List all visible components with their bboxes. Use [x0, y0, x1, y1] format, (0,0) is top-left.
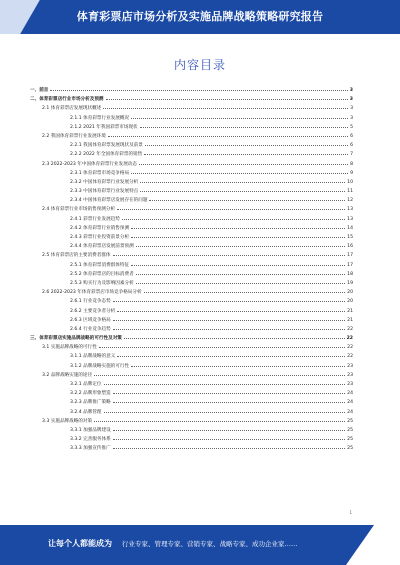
toc-entry-page: 5	[350, 124, 353, 130]
toc-entry-page: 3	[349, 88, 353, 93]
toc-entry-text: 2.6.4 行业竞争趋势	[70, 326, 111, 332]
toc-entry[interactable]	[30, 141, 353, 150]
toc-entry[interactable]	[30, 408, 353, 417]
toc-entry[interactable]	[30, 104, 353, 113]
page-number: 1	[349, 510, 352, 515]
toc-entry-text: 2.3.3 中国体育彩票行业发展特点	[70, 189, 139, 195]
toc-entry-text: 2.6.2 主要竞争者分析	[70, 308, 116, 314]
footer-slogan: 让每个人都能成为	[48, 539, 112, 548]
toc-entry-text: 3.2.2 品牌形象塑造	[70, 391, 111, 397]
toc-entry-text: 2.5 体育彩票店的主要消费者群体	[42, 253, 111, 259]
toc-leader-dots	[94, 375, 345, 376]
toc-entry-page: 22	[347, 354, 353, 360]
toc-entry-page: 25	[347, 437, 353, 443]
toc-leader-dots	[99, 347, 345, 348]
toc-leader-dots	[136, 246, 345, 247]
toc-entry-text: 2.3.1 体育彩票市场竞争格局	[70, 170, 130, 176]
footer-tagline: 行业专家、管理专家、营销专家、战略专家、成功企业家……	[122, 540, 298, 548]
toc-leader-dots	[139, 164, 348, 165]
toc-entry[interactable]	[30, 132, 353, 141]
toc-entry[interactable]	[30, 169, 353, 178]
toc-entry[interactable]	[30, 444, 353, 453]
toc-entry-text: 2.6 2022-2023 年体育彩票店市场竞争格局分析	[42, 290, 142, 296]
toc-entry-text: 2.4.4 体育彩票店发展前景预测	[70, 244, 134, 250]
toc-entry-text: 2.3.2 中国体育彩票行业发展分析	[70, 179, 139, 185]
toc-entry-page: 14	[347, 225, 353, 231]
toc-leader-dots	[131, 265, 345, 266]
toc-entry-page: 15	[347, 235, 353, 240]
toc-entry-page: 7	[350, 152, 353, 158]
toc-entry-page: 10	[347, 179, 353, 185]
toc-entry[interactable]	[30, 251, 353, 260]
toc-leader-dots	[104, 412, 346, 413]
toc-entry[interactable]	[30, 123, 353, 132]
toc-entry-page: 9	[350, 170, 353, 176]
toc-entry-text: 2.3 2022-2023 年中国体育彩票行业发展动态	[42, 161, 137, 167]
toc-entry-text: 2.2 我国体育彩票行业发展环境	[42, 133, 106, 139]
toc-entry-page: 23	[347, 372, 353, 378]
toc-entry[interactable]	[30, 196, 353, 205]
toc-entry[interactable]	[30, 362, 353, 371]
toc-leader-dots	[113, 255, 346, 256]
toc-leader-dots	[140, 182, 345, 183]
toc-entry[interactable]	[30, 86, 353, 95]
toc-entry[interactable]	[30, 178, 353, 187]
toc-entry[interactable]	[30, 417, 353, 426]
toc-entry[interactable]	[30, 426, 353, 435]
toc-leader-dots	[113, 393, 345, 394]
toc-entry-text: 3.2.1 品牌定位	[70, 382, 102, 387]
toc-leader-dots	[103, 108, 348, 109]
toc-leader-dots	[113, 430, 345, 431]
toc-leader-dots	[136, 283, 345, 284]
toc-leader-dots	[145, 145, 348, 146]
toc-leader-dots	[136, 274, 345, 275]
toc-entry[interactable]	[30, 389, 353, 398]
toc-leader-dots	[140, 127, 348, 128]
toc-entry-text: 三、体育彩票店实施品牌战略的可行性及对策	[30, 336, 122, 342]
toc-leader-dots	[144, 154, 348, 155]
toc-entry-text: 3.1 实施品牌战略的可行性	[42, 345, 97, 351]
toc-entry[interactable]	[30, 352, 353, 361]
toc-entry-page: 3	[350, 106, 353, 112]
toc-entry-text: 2.3.4 中国体育彩票店发展存在的问题	[70, 198, 148, 204]
toc-entry-page: 6	[350, 143, 353, 149]
toc-entry-text: 一、前言	[30, 88, 49, 93]
header-banner	[0, 0, 400, 34]
toc-entry-text: 2.6.1 行业竞争态势	[70, 299, 111, 305]
toc-leader-dots	[113, 448, 345, 449]
footer-banner	[0, 525, 400, 565]
toc-entry[interactable]	[30, 187, 353, 196]
table-of-contents	[30, 86, 353, 454]
toc-leader-dots	[122, 219, 345, 220]
footer-accent-slant	[339, 525, 400, 565]
toc-leader-dots	[117, 311, 345, 312]
toc-entry[interactable]	[30, 261, 353, 270]
toc-entry[interactable]	[30, 316, 353, 325]
toc-entry-text: 3.3.1 加强品牌建设	[70, 427, 111, 433]
toc-entry[interactable]	[30, 307, 353, 316]
toc-leader-dots	[117, 209, 345, 210]
toc-entry[interactable]	[30, 297, 353, 306]
toc-entry-page: 6	[350, 133, 353, 139]
toc-leader-dots	[149, 200, 345, 201]
toc-entry[interactable]	[30, 288, 353, 297]
toc-entry-page: 3	[350, 115, 353, 121]
toc-leader-dots	[113, 439, 345, 440]
toc-entry-page: 23	[347, 382, 353, 387]
toc-leader-dots	[113, 320, 345, 321]
toc-entry-page: 25	[347, 446, 353, 452]
toc-entry-text: 3.1.1 品牌战略的意义	[70, 354, 116, 360]
toc-leader-dots	[113, 301, 345, 302]
toc-entry-page: 20	[347, 299, 353, 305]
toc-leader-dots	[131, 237, 345, 238]
toc-entry-page: 18	[347, 271, 353, 277]
toc-leader-dots	[106, 99, 348, 100]
toc-entry-page: 13	[347, 207, 353, 213]
toc-leader-dots	[131, 173, 348, 174]
toc-entry[interactable]	[30, 325, 353, 334]
toc-entry[interactable]	[30, 279, 353, 288]
toc-leader-dots	[144, 292, 346, 293]
toc-entry-text: 3.2.3 品牌推广策略	[70, 400, 111, 406]
toc-leader-dots	[104, 384, 346, 385]
toc-entry[interactable]	[30, 95, 353, 104]
toc-entry-text: 3.3 实施品牌战略的对策	[42, 418, 93, 424]
toc-entry[interactable]	[30, 205, 353, 214]
toc-leader-dots	[131, 228, 345, 229]
toc-entry[interactable]	[30, 435, 353, 444]
toc-entry-page: 21	[347, 308, 353, 314]
toc-entry-text: 2.5.2 体育彩票店的目标消费者	[70, 271, 134, 277]
toc-leader-dots	[140, 191, 345, 192]
toc-leader-dots	[131, 118, 348, 119]
toc-entry-page: 12	[347, 198, 353, 204]
toc-leader-dots	[117, 356, 345, 357]
toc-leader-dots	[94, 421, 345, 422]
toc-entry-text: 3.3.2 完善服务体系	[70, 437, 111, 443]
toc-entry-text: 3.2 品牌战略实施的途径	[42, 372, 93, 378]
toc-entry-text: 3.3.3 加强宣传推广	[70, 446, 111, 452]
toc-entry-page: 24	[347, 400, 353, 406]
toc-entry-text: 2.1.2 2021 年我国彩票市场现状	[70, 124, 138, 130]
toc-entry-text: 二、体育彩票店行业市场分析及预测	[30, 97, 104, 103]
toc-entry-page: 22	[346, 336, 353, 342]
toc-entry-page: 11	[347, 189, 353, 195]
toc-entry-page: 23	[347, 363, 353, 369]
toc-entry[interactable]	[30, 371, 353, 380]
toc-entry[interactable]	[30, 270, 353, 279]
report-title: 体育彩票店市场分析及实施品牌战略策略研究报告	[76, 10, 324, 23]
toc-entry-text: 2.5.3 购买行为及影响因素分析	[70, 280, 134, 286]
toc-leader-dots	[108, 136, 348, 137]
toc-entry-text: 2.2.2 2022 年全国体育彩票的销售	[70, 152, 143, 158]
toc-entry-page: 22	[347, 345, 353, 351]
toc-leader-dots	[131, 366, 345, 367]
toc-entry-page: 3	[349, 97, 353, 103]
toc-entry-text: 2.4 体育彩票行业市场销售预测分析	[42, 207, 116, 213]
toc-entry-page: 21	[347, 317, 353, 323]
toc-leader-dots	[50, 90, 347, 91]
toc-entry-page: 22	[347, 326, 353, 332]
toc-entry-text: 2.4.2 体育彩票行业销售预测	[70, 225, 130, 231]
toc-entry-page: 8	[350, 161, 353, 167]
toc-entry-page: 13	[347, 216, 353, 222]
toc-entry[interactable]	[30, 150, 353, 159]
toc-entry[interactable]	[30, 398, 353, 407]
toc-entry[interactable]	[30, 334, 353, 343]
toc-heading: 内容目录	[173, 58, 226, 72]
toc-entry-text: 2.1 体育彩票店发展现状概述	[42, 106, 102, 112]
toc-entry[interactable]	[30, 114, 353, 123]
toc-entry-text: 3.2.4 品牌管理	[70, 409, 102, 415]
toc-entry-page: 19	[347, 280, 353, 286]
toc-entry-page: 17	[347, 253, 353, 259]
toc-entry-page: 24	[347, 391, 353, 397]
toc-entry[interactable]	[30, 343, 353, 352]
toc-entry-text: 2.1.1 体育彩票行业发展概况	[70, 115, 130, 121]
toc-leader-dots	[113, 402, 345, 403]
toc-leader-dots	[124, 338, 345, 339]
toc-leader-dots	[113, 329, 345, 330]
toc-entry-page: 24	[347, 409, 353, 415]
toc-entry-page: 25	[347, 427, 353, 433]
toc-entry[interactable]	[30, 224, 353, 233]
toc-entry-text: 2.4.1 彩票行业发展趋势	[70, 216, 120, 222]
toc-entry[interactable]	[30, 233, 353, 242]
toc-entry-text: 2.2.1 我国体育彩票发展现状及前景	[70, 143, 143, 149]
toc-entry-text: 2.5.1 体育彩票消费群体特征	[70, 262, 130, 268]
toc-entry[interactable]	[30, 215, 353, 224]
toc-entry-text: 2.6.3 区域竞争格局	[70, 317, 111, 323]
toc-entry[interactable]	[30, 242, 353, 251]
toc-entry-page: 17	[347, 262, 353, 268]
toc-entry-text: 3.1.2 品牌战略实施的可行性	[70, 363, 130, 369]
toc-entry-page: 16	[347, 244, 353, 250]
toc-entry-page: 25	[347, 418, 353, 424]
toc-entry[interactable]	[30, 160, 353, 169]
toc-entry-text: 2.4.3 彩票行业投资前景分析	[70, 235, 130, 240]
toc-entry-page: 20	[347, 290, 353, 296]
toc-entry[interactable]	[30, 380, 353, 389]
